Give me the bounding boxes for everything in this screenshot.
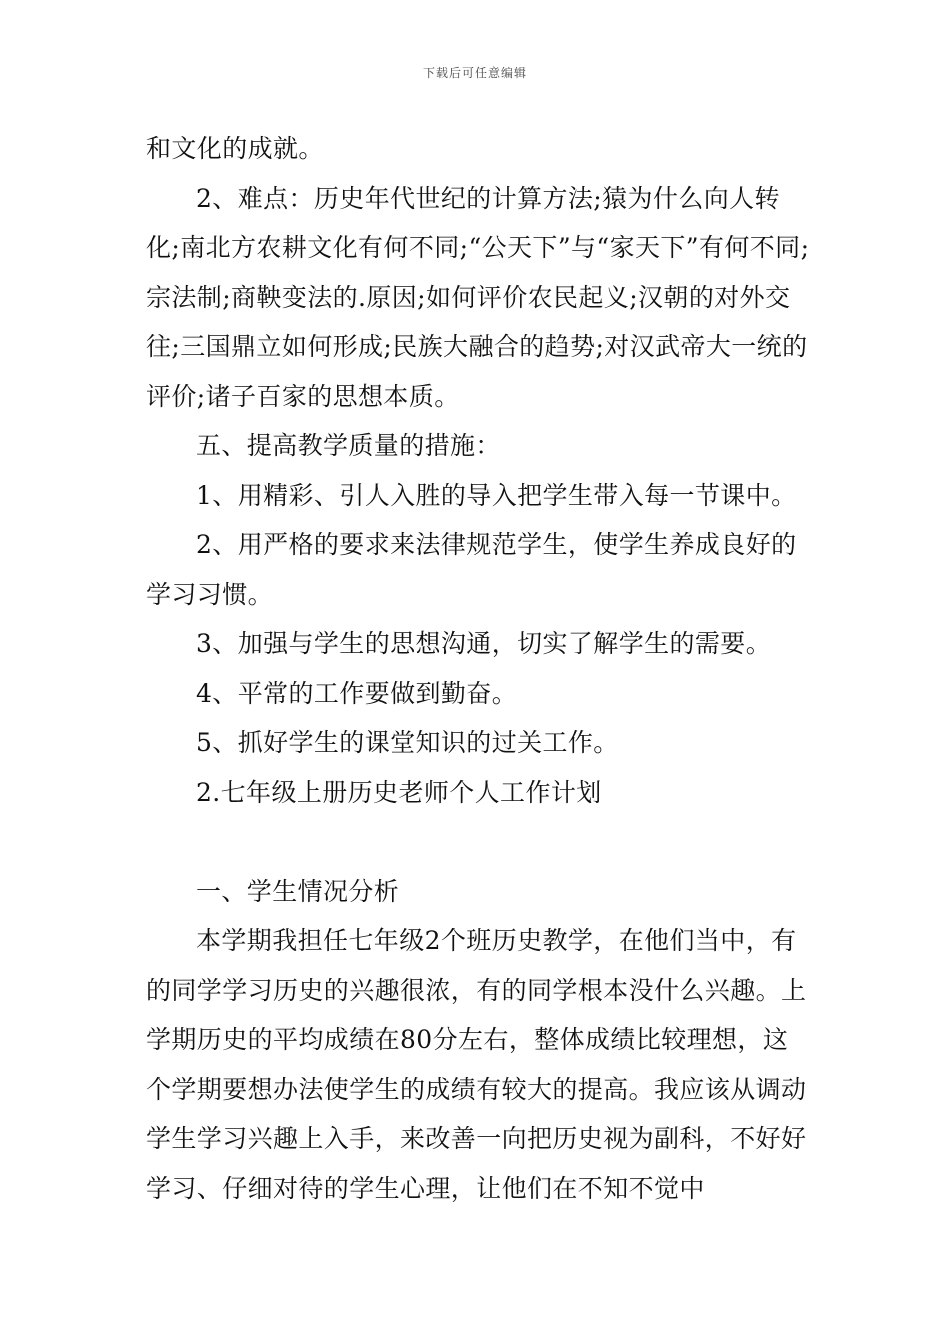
- paragraph-student-analysis: 本学期我担任七年级2个班历史教学，在他们当中，有的同学学习历史的兴趣很浓，有的同学根本没什么兴趣。上学期历史的平均成绩在80分左右，整体成绩比较理想，这个学期要想办法使学生的成绩有较大的提高。我应该从调动学生学习兴趣上入手，来改善一向把历史视为副科，不好好学习、仔细对待的学生心理，让他们在不知不觉中: [146, 926, 807, 1203]
- document-subtitle: 2.七年级上册历史老师个人工作计划: [196, 777, 602, 807]
- list-item-measure-5: 5、抓好学生的课堂知识的过关工作。: [196, 728, 619, 757]
- list-item-measure-4: 4、平常的工作要做到勤奋。: [196, 678, 518, 708]
- page-header-note: 下载后可任意编辑: [422, 66, 527, 80]
- blank-line: [146, 817, 810, 867]
- paragraph-difficulties: 2、难点：历史年代世纪的计算方法;猿为什么向人转化;南北方农耕文化有何不同;“公天下”与“家天下”有何不同;宗法制;商鞅变法的.原因;如何评价农民起义;汉朝的对外交往;三国鼎立如何形成;民族大融合的趋势;对汉武帝大一统的评价;诸子百家的思想本质。: [146, 183, 810, 411]
- list-item-measure-1: 1、用精彩、引人入胜的导入把学生带入每一节课中。: [196, 480, 797, 510]
- paragraph-continuation: 和文化的成就。: [146, 134, 324, 163]
- section-heading-student-analysis: 一、学生情况分析: [196, 876, 400, 906]
- document-body: [146, 124, 810, 1213]
- section-heading-measures: 五、提高教学质量的措施：: [196, 431, 501, 460]
- list-item-measure-3: 3、加强与学生的思想沟通，切实了解学生的需要。: [196, 629, 772, 658]
- list-item-measure-2: 2、用严格的要求来法律规范学生，使学生养成良好的学习习惯。: [146, 530, 797, 609]
